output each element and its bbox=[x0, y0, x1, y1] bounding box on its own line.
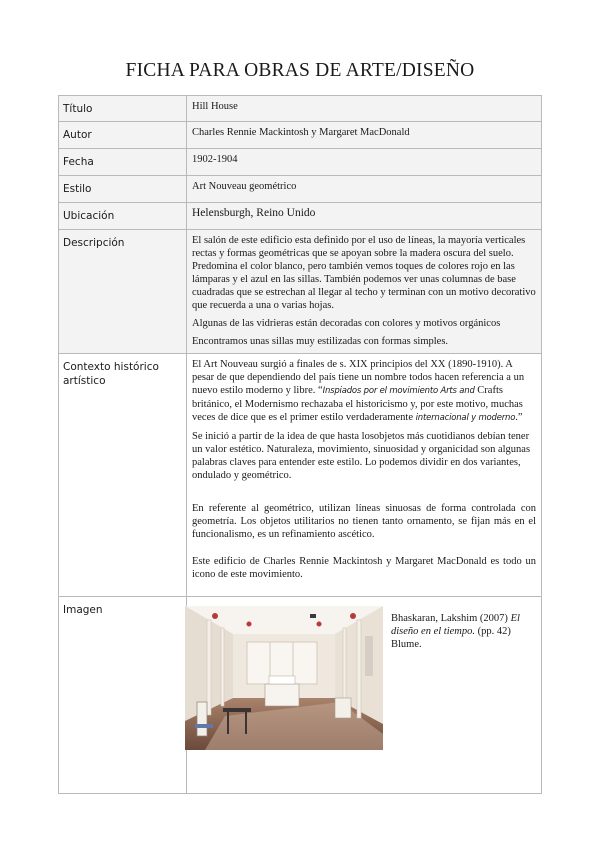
value-titulo: Hill House bbox=[187, 96, 542, 122]
bibliography-book-title: El diseño en el tiempo. bbox=[391, 613, 520, 637]
contexto-p1c: Crafts británico, el Modernismo rechazaba el historicismo y, por este motivo, muchas veces de dice que es el primer estilo verdaderamente bbox=[192, 385, 523, 423]
contexto-p1e: .” bbox=[515, 412, 523, 423]
value-ubicacion: Helensburgh, Reino Unido bbox=[187, 203, 542, 230]
bibliography-author: Bhaskaran, Lakshim (2007) bbox=[391, 613, 511, 624]
label-ubicacion: Ubicación bbox=[59, 203, 187, 230]
row-descripcion bbox=[59, 230, 542, 354]
row-fecha bbox=[59, 149, 542, 176]
label-estilo: Estilo bbox=[59, 176, 187, 203]
label-fecha: Fecha bbox=[59, 149, 187, 176]
row-ubicacion bbox=[59, 203, 542, 230]
hill-house-interior-photo bbox=[185, 606, 383, 750]
row-contexto bbox=[59, 354, 542, 597]
value-fecha: 1902-1904 bbox=[187, 149, 542, 176]
label-contexto: Contexto histórico artístico bbox=[59, 354, 187, 597]
descripcion-paragraph-2: Algunas de las vidrieras están decoradas con colores y motivos orgánicos bbox=[192, 318, 501, 329]
bibliography-pages: (pp. 42) bbox=[474, 626, 511, 637]
label-imagen: Imagen bbox=[59, 597, 187, 794]
row-autor bbox=[59, 122, 542, 149]
contexto-paragraph-1 bbox=[192, 358, 536, 425]
label-descripcion: Descripción bbox=[59, 230, 187, 354]
value-descripcion bbox=[187, 230, 542, 354]
descripcion-paragraph-1: El salón de este edificio esta definido por el uso de líneas, la mayoría verticales rectas y formas geométricas que se apoyan sobre la madera oscura del suelo. Predomina el color blanco, pero también vemos toques de colores rojo en las lámparas y el azul en las sillas. También podemos ver unas columnas de base cuadradas que se estrechan al llegar al techo y terminan con un motivo decorativo que recuerda a una o varias hojas. bbox=[192, 235, 536, 311]
contexto-paragraph-4: Este edificio de Charles Rennie Mackintosh y Margaret MacDonald es todo un icono de este movimiento. bbox=[192, 556, 536, 580]
bibliography-entry bbox=[391, 612, 541, 651]
descripcion-paragraph-3: Encontramos unas sillas muy estilizadas con formas simples. bbox=[192, 336, 449, 347]
contexto-paragraph-2: Se inició a partir de la idea de que hasta losobjetos más cuotidianos debían tener un valor estético. Naturaleza, movimiento, sinuosidad y organicidad son algunas palabras claves para entender este estilo. Lo podemos dividir en dos variantes, ondulado y geométrico. bbox=[192, 431, 531, 481]
label-titulo: Título bbox=[59, 96, 187, 122]
value-estilo: Art Nouveau geométrico bbox=[187, 176, 542, 203]
row-titulo bbox=[59, 96, 542, 122]
value-autor: Charles Rennie Mackintosh y Margaret MacDonald bbox=[187, 122, 542, 149]
bibliography-publisher: Blume. bbox=[391, 639, 422, 650]
contexto-p1a: El Art Nouveau surgió a finales de s. XIX principios del XX (1890-1910). A pesar de que dependiendo del país tiene un nombre todos hacen referencia a un nuevo estilo moderno y libre. “ bbox=[192, 359, 525, 396]
label-autor: Autor bbox=[59, 122, 187, 149]
value-contexto bbox=[187, 354, 542, 597]
contexto-p1d: internacional y moderno bbox=[415, 413, 516, 423]
contexto-p1b: Inspiados por el movimiento Arts and bbox=[322, 386, 475, 396]
contexto-paragraph-3: En referente al geométrico, utilizan líneas sinuosas de forma controlada con geometría. Los objetos utilitarios no tienen tanto ornamento, se fijan más en el funcionalismo, es un refinamiento ascético. bbox=[192, 503, 536, 540]
page-title: FICHA PARA OBRAS DE ARTE/DISEÑO bbox=[125, 60, 475, 81]
row-estilo bbox=[59, 176, 542, 203]
